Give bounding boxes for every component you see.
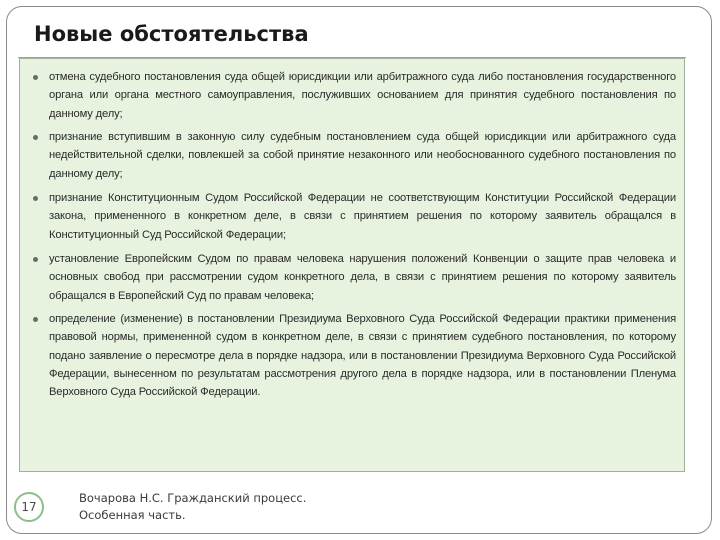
list-item-text: отмена судебного постановления суда общей юрисдикции или арбитражного суда либо постановления государственного органа или органа местного самоуправления, послуживших основанием для принятия судебного постановления по данному делу; bbox=[49, 71, 676, 120]
bullet-icon bbox=[33, 257, 38, 262]
list-item-text: определение (изменение) в постановлении Президиума Верховного Суда Российской Федерации практики применения правовой нормы, примененной судом в конкретном деле, в связи с принятием судебного постановления, по которому подано заявление о пересмотре дела в порядке надзора, или в постановлении Президиума Верховного Суда Российской Федерации, вынесенном по результатам рассмотрения другого дела в порядке надзора, или в постановлении Пленума Верховного Суда Российской Федерации. bbox=[49, 313, 676, 399]
footer-caption bbox=[79, 490, 306, 524]
list-item-text: признание вступившим в законную силу судебным постановлением суда общей юрисдикции или арбитражного суда недействительной сделки, повлекшей за собой принятие незаконного или необоснованного судебного постановления по данному делу; bbox=[49, 131, 676, 180]
bullet-icon bbox=[33, 317, 38, 322]
slide-title: Новые обстоятельства bbox=[34, 22, 309, 46]
list-item-text: признание Конституционным Судом Российской Федерации не соответствующим Конституции Российской Федерации закона, примененного в конкретном деле, в связи с принятием решения по которому заявитель обращался в Конституционный Суд Российской Федерации; bbox=[49, 192, 676, 241]
page-number: 17 bbox=[14, 492, 44, 522]
content-box bbox=[19, 58, 685, 472]
bullet-icon bbox=[33, 75, 38, 80]
footer-author: Вочарова Н.С. Гражданский процесс. bbox=[79, 491, 307, 505]
footer-subtitle: Особенная часть. bbox=[79, 508, 186, 522]
bullet-icon bbox=[33, 196, 38, 201]
list-item-text: установление Европейским Судом по правам человека нарушения положений Конвенции о защите прав человека и основных свобод при рассмотрении судом конкретного дела, в связи с принятием решения по которому заявитель обращался в Европейский Суд по правам человека; bbox=[49, 253, 676, 302]
bullet-icon bbox=[33, 135, 38, 140]
